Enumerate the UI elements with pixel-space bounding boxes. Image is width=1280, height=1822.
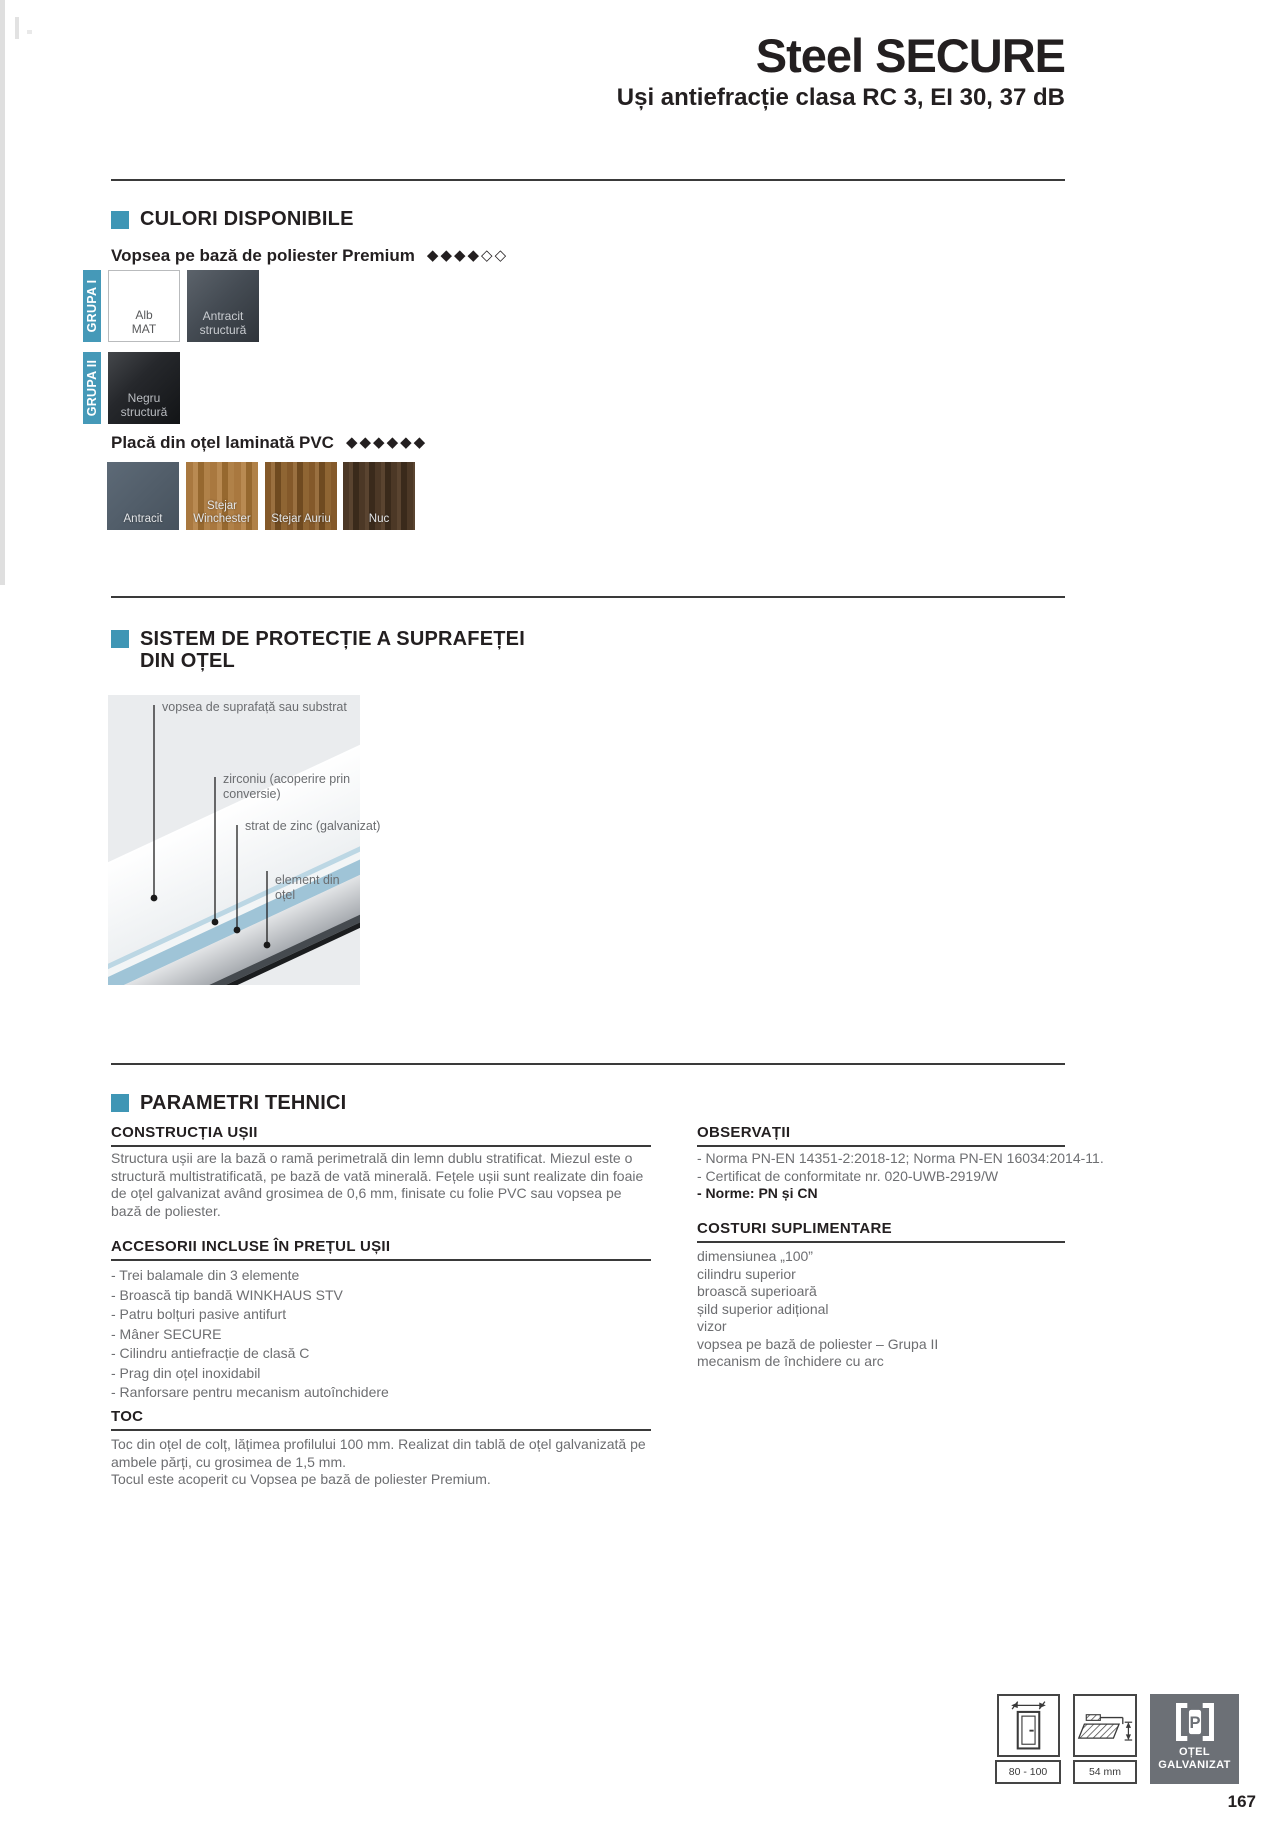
layer-label-steel: element din oțel — [275, 873, 340, 902]
layer-label-paint: vopsea de suprafață sau substrat — [162, 700, 347, 714]
scan-artifact — [15, 17, 19, 39]
list-item: - Certificat de conformitate nr. 020-UWB-2919/W — [697, 1167, 999, 1184]
list-item: - Prag din oțel inoxidabil — [111, 1364, 261, 1381]
swatch-label: Alb — [135, 308, 153, 322]
swatch-label: Negru — [127, 391, 161, 405]
section-bullet — [111, 211, 129, 229]
swatch-label: MAT — [131, 322, 157, 336]
swatch-label: Stejar — [206, 500, 238, 512]
badge-line2: GALVANIZAT — [1158, 1759, 1231, 1771]
door-width-icon — [999, 1696, 1058, 1755]
badge-text — [1158, 1746, 1230, 1772]
divider — [111, 1063, 1065, 1065]
list-item: vizor — [697, 1318, 727, 1334]
protection-section-heading — [140, 628, 525, 672]
swatch-label: structură — [120, 405, 168, 419]
list-item: - Norma PN-EN 14351-2:2018-12; Norma PN-EN 16034:2014-11. — [697, 1150, 1104, 1166]
badge-line1: OȚEL — [1179, 1746, 1210, 1758]
list-item: broască superioară — [697, 1283, 817, 1299]
list-item: mecanism de închidere cu arc — [697, 1353, 884, 1369]
premium-paint-label: Vopsea pe bază de poliester Premium — [111, 246, 415, 265]
layer-label-zirconium: zirconiu (acoperire prin conversie) — [223, 772, 351, 801]
door-width-pictogram — [997, 1694, 1060, 1757]
list-item: cilindru superior — [697, 1265, 796, 1282]
thickness-label: 54 mm — [1073, 1760, 1137, 1784]
thickness-pictogram — [1073, 1694, 1137, 1757]
page-edge-shadow — [0, 0, 5, 585]
observations-heading: OBSERVAȚII — [697, 1124, 1065, 1147]
galvanized-steel-mark-icon — [1169, 1700, 1221, 1744]
page-subtitle: Uși antiefracție clasa RC 3, EI 30, 37 dB — [616, 84, 1065, 111]
thickness-icon — [1075, 1696, 1135, 1755]
swatch-label: Antracit — [202, 309, 244, 323]
swatch-label: Nuc — [368, 513, 390, 525]
list-item-norms: - Norme: PN și CN — [697, 1185, 818, 1201]
pvc-plate-label: Placă din oțel laminată PVC — [111, 433, 334, 452]
swatch-stejar-auriu — [265, 462, 337, 530]
scan-artifact — [27, 30, 32, 34]
accessories-heading: ACCESORII INCLUSE ÎN PREȚUL UȘII — [111, 1238, 651, 1261]
svg-text:P: P — [1188, 1714, 1201, 1733]
premium-paint-row — [111, 246, 508, 266]
swatch-negru-structura — [108, 352, 180, 424]
swatch-pvc-antracit — [107, 462, 179, 530]
technical-section-heading: PARAMETRI TEHNICI — [140, 1092, 347, 1114]
section-bullet — [111, 630, 129, 648]
steel-layers-illustration — [108, 695, 360, 985]
galvanized-steel-badge — [1150, 1694, 1239, 1784]
toc-body — [111, 1436, 655, 1489]
swatch-nuc — [343, 462, 415, 530]
list-item: șild superior adițional — [697, 1300, 829, 1317]
premium-rating-diamonds: ◆◆◆◆◇◇ — [426, 246, 509, 264]
extra-costs-list — [697, 1248, 1077, 1371]
group-1-bar — [83, 270, 101, 342]
layer-label-zinc: strat de zinc (galvanizat) — [245, 819, 381, 833]
pvc-plate-row — [111, 433, 427, 453]
divider — [111, 179, 1065, 181]
swatch-alb-mat — [108, 270, 180, 342]
accessories-list — [111, 1266, 389, 1403]
list-item: - Patru bolțuri pasive antifurt — [111, 1306, 287, 1322]
swatch-label: structură — [199, 323, 247, 337]
toc-heading: TOC — [111, 1408, 651, 1431]
list-item: dimensiunea „100” — [697, 1248, 813, 1264]
section-bullet — [111, 1094, 129, 1112]
list-item: vopsea pe bază de poliester – Grupa II — [697, 1335, 939, 1352]
swatch-label: Stejar Auriu — [271, 513, 331, 525]
pvc-rating-diamonds: ◆◆◆◆◆◆ — [345, 433, 428, 451]
swatch-label: Winchester — [193, 513, 251, 525]
door-width-label: 80 - 100 — [995, 1760, 1061, 1784]
group-2-bar — [83, 352, 101, 424]
toc-paragraph-2: Tocul este acoperit cu Vopsea pe bază de poliester Premium. — [111, 1471, 491, 1487]
swatch-stejar-winchester — [186, 462, 258, 530]
list-item: - Broască tip bandă WINKHAUS STV — [111, 1286, 343, 1303]
list-item: - Mâner SECURE — [111, 1325, 222, 1342]
construction-body: Structura ușii are la bază o ramă perimetrală din lemn dublu stratificat. Miezul este o structură multistratificată, pe bază de vată minerală. Fețele ușii sunt realizate din foaie de oțel galvanizat având grosimea de 0,6 mm, finisate cu folie PVC sau vopsea pe bază de poliester. — [111, 1150, 644, 1219]
header — [617, 30, 1065, 114]
colors-section-heading: CULORI DISPONIBILE — [140, 208, 354, 230]
protection-heading-line1: SISTEM DE PROTECȚIE A SUPRAFEȚEI — [140, 628, 525, 650]
steel-layers-diagram — [108, 695, 381, 985]
swatch-label: Antracit — [123, 513, 163, 525]
group-2-label: GRUPA II — [85, 359, 99, 417]
divider — [111, 596, 1065, 598]
page-number: 167 — [1227, 1792, 1256, 1811]
observations-list — [697, 1150, 1104, 1203]
construction-heading: CONSTRUCȚIA UȘII — [111, 1124, 651, 1147]
list-item: - Cilindru antiefracție de clasă C — [111, 1345, 310, 1361]
toc-paragraph-1: Toc din oțel de colț, lățimea profilului 100 mm. Realizat din tablă de oțel galvanizată pe ambele părți, cu grosimea de 1,5 mm. — [111, 1436, 646, 1470]
list-item: - Ranforsare pentru mecanism autoînchidere — [111, 1384, 389, 1400]
extra-costs-heading: COSTURI SUPLIMENTARE — [697, 1220, 1065, 1243]
protection-heading-line2: DIN OȚEL — [140, 650, 235, 672]
list-item: - Trei balamale din 3 elemente — [111, 1267, 300, 1283]
swatch-antracit-structura — [187, 270, 259, 342]
group-1-label: GRUPA I — [85, 279, 99, 333]
page-title: Steel SECURE — [755, 29, 1065, 82]
